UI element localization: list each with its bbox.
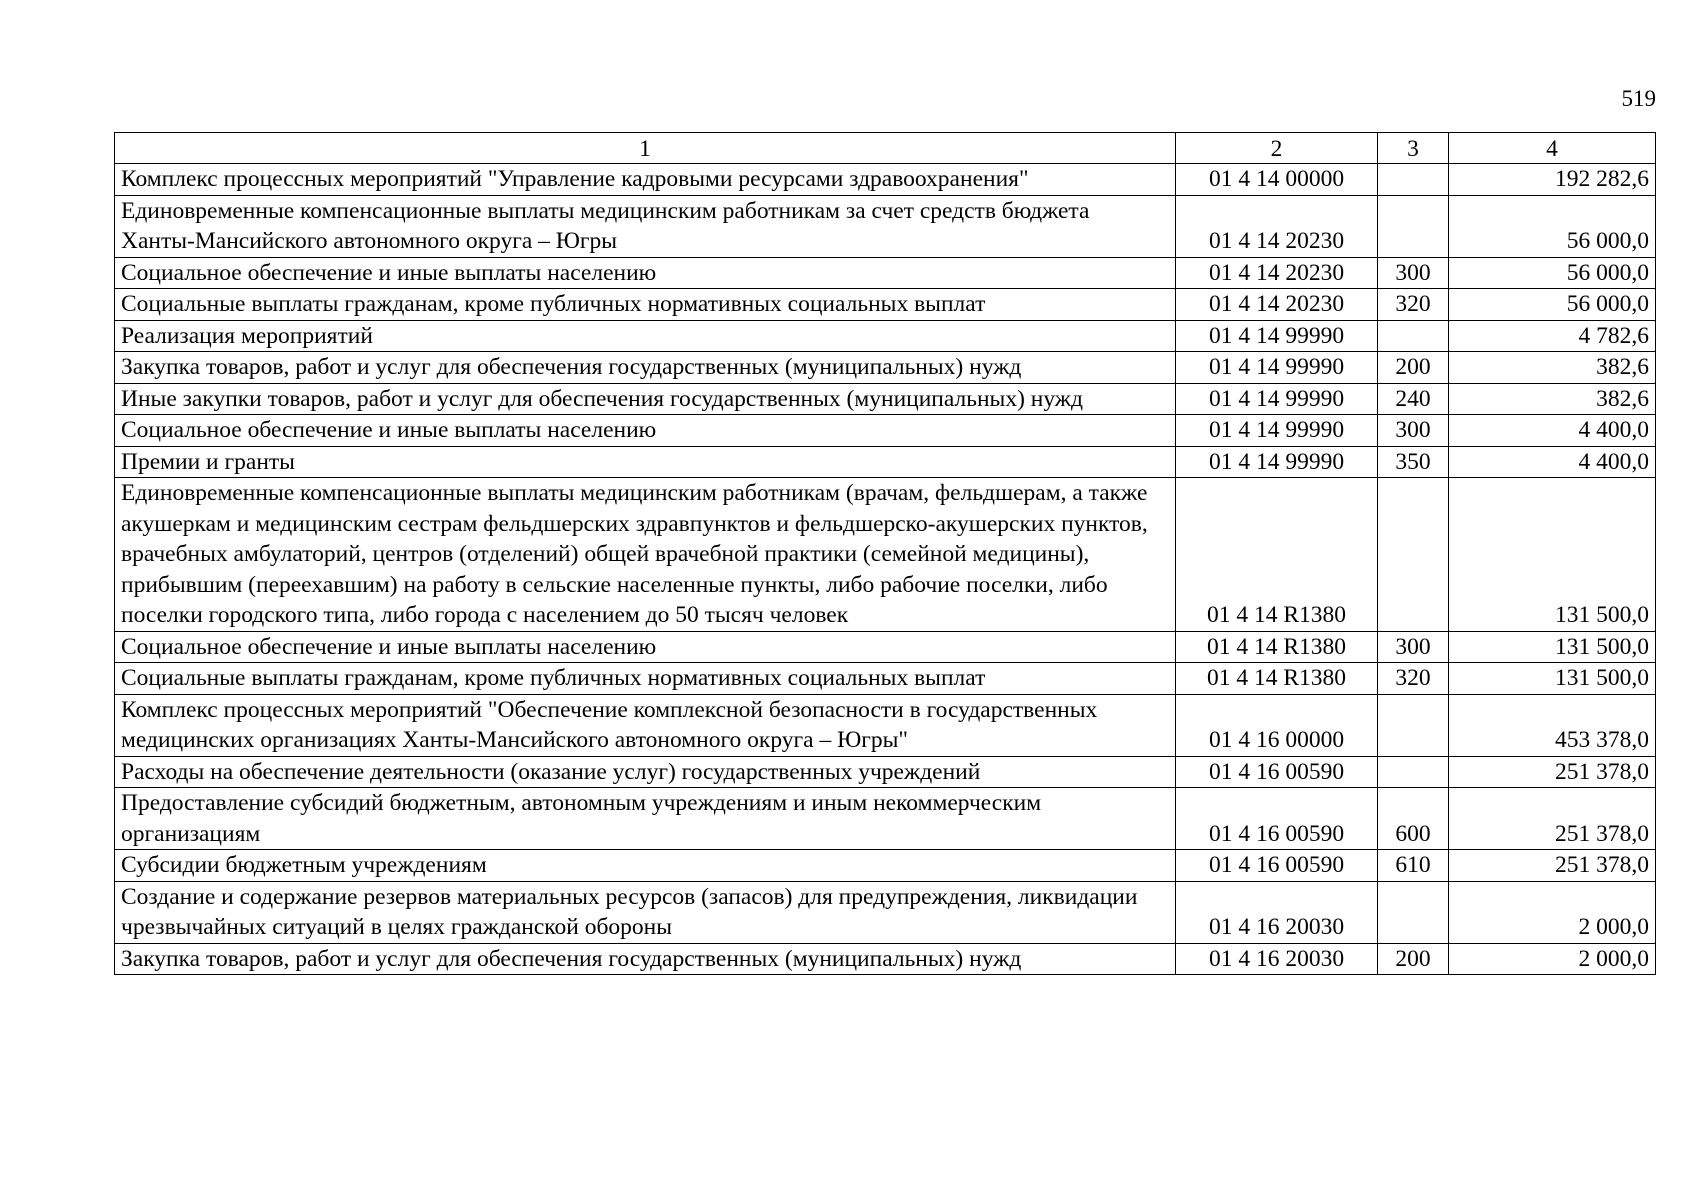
row-code-cell: 01 4 16 00590 [1176, 850, 1378, 882]
row-name-cell: Единовременные компенсационные выплаты медицинским работникам (врачам, фельдшерам, а также акушеркам и медицинским сестрам фельдшерских здравпунктов и фельдшерско-акушерских пунктов, врачебных амбулаторий, центров (отделений) общей врачебной практики (семейной медицины), прибывшим (переехавшим) на работу в сельские населенные пункты, либо рабочие поселки, либо поселки городского типа, либо города с населением до 50 тысяч человек [115, 478, 1176, 632]
table-row [115, 320, 1656, 352]
budget-table [114, 132, 1656, 975]
row-amount-cell: 2 000,0 [1449, 881, 1656, 943]
row-amount-cell: 382,6 [1449, 383, 1656, 415]
table-row [115, 478, 1656, 632]
row-amount-cell: 4 782,6 [1449, 320, 1656, 352]
row-type-cell [1378, 881, 1449, 943]
header-col-1: 1 [115, 133, 1176, 164]
row-amount-cell: 251 378,0 [1449, 788, 1656, 850]
row-amount-cell: 56 000,0 [1449, 195, 1656, 257]
row-type-cell: 320 [1378, 289, 1449, 321]
row-code-cell: 01 4 14 99990 [1176, 383, 1378, 415]
row-type-cell: 200 [1378, 352, 1449, 384]
table-row [115, 694, 1656, 756]
row-amount-cell: 251 378,0 [1449, 850, 1656, 882]
row-code-cell: 01 4 16 20030 [1176, 881, 1378, 943]
row-name-cell: Премии и гранты [115, 446, 1176, 478]
row-code-cell: 01 4 14 99990 [1176, 320, 1378, 352]
row-amount-cell: 453 378,0 [1449, 694, 1656, 756]
table-row [115, 415, 1656, 447]
row-type-cell: 610 [1378, 850, 1449, 882]
table-row [115, 383, 1656, 415]
table-row [115, 446, 1656, 478]
row-type-cell: 600 [1378, 788, 1449, 850]
row-code-cell: 01 4 14 99990 [1176, 352, 1378, 384]
row-code-cell: 01 4 16 00000 [1176, 694, 1378, 756]
row-amount-cell: 131 500,0 [1449, 478, 1656, 632]
table-row [115, 756, 1656, 788]
table-row [115, 788, 1656, 850]
table-row [115, 631, 1656, 663]
row-name-cell: Социальное обеспечение и иные выплаты населению [115, 257, 1176, 289]
row-type-cell: 300 [1378, 415, 1449, 447]
row-code-cell: 01 4 14 20230 [1176, 257, 1378, 289]
table-row [115, 943, 1656, 975]
row-name-cell: Создание и содержание резервов материальных ресурсов (запасов) для предупреждения, ликвидации чрезвычайных ситуаций в целях гражданской обороны [115, 881, 1176, 943]
row-name-cell: Социальные выплаты гражданам, кроме публичных нормативных социальных выплат [115, 663, 1176, 695]
table-row [115, 850, 1656, 882]
row-name-cell: Предоставление субсидий бюджетным, автономным учреждениям и иным некоммерческим организациям [115, 788, 1176, 850]
row-code-cell: 01 4 14 99990 [1176, 446, 1378, 478]
row-code-cell: 01 4 14 20230 [1176, 195, 1378, 257]
row-name-cell: Закупка товаров, работ и услуг для обеспечения государственных (муниципальных) нужд [115, 352, 1176, 384]
row-name-cell: Социальное обеспечение и иные выплаты населению [115, 631, 1176, 663]
row-code-cell: 01 4 14 00000 [1176, 164, 1378, 196]
row-code-cell: 01 4 14 R1380 [1176, 478, 1378, 632]
row-amount-cell: 131 500,0 [1449, 631, 1656, 663]
header-row [115, 133, 1656, 164]
row-code-cell: 01 4 16 00590 [1176, 756, 1378, 788]
row-amount-cell: 4 400,0 [1449, 446, 1656, 478]
row-type-cell [1378, 694, 1449, 756]
row-type-cell: 200 [1378, 943, 1449, 975]
row-name-cell: Субсидии бюджетным учреждениям [115, 850, 1176, 882]
row-type-cell: 300 [1378, 257, 1449, 289]
row-amount-cell: 251 378,0 [1449, 756, 1656, 788]
row-amount-cell: 56 000,0 [1449, 257, 1656, 289]
row-code-cell: 01 4 16 20030 [1176, 943, 1378, 975]
row-type-cell: 320 [1378, 663, 1449, 695]
table-body [115, 164, 1656, 975]
row-type-cell [1378, 195, 1449, 257]
row-name-cell: Единовременные компенсационные выплаты медицинским работникам за счет средств бюджета Ханты-Мансийского автономного округа – Югры [115, 195, 1176, 257]
row-name-cell: Реализация мероприятий [115, 320, 1176, 352]
row-name-cell: Иные закупки товаров, работ и услуг для обеспечения государственных (муниципальных) нужд [115, 383, 1176, 415]
row-name-cell: Социальное обеспечение и иные выплаты населению [115, 415, 1176, 447]
page-number: 519 [1621, 86, 1656, 111]
row-code-cell: 01 4 14 R1380 [1176, 663, 1378, 695]
row-amount-cell: 131 500,0 [1449, 663, 1656, 695]
row-name-cell: Комплекс процессных мероприятий "Управление кадровыми ресурсами здравоохранения" [115, 164, 1176, 196]
row-name-cell: Расходы на обеспечение деятельности (оказание услуг) государственных учреждений [115, 756, 1176, 788]
header-col-3: 3 [1378, 133, 1449, 164]
row-name-cell: Закупка товаров, работ и услуг для обеспечения государственных (муниципальных) нужд [115, 943, 1176, 975]
row-code-cell: 01 4 14 R1380 [1176, 631, 1378, 663]
table-row [115, 289, 1656, 321]
table-row [115, 195, 1656, 257]
row-type-cell [1378, 164, 1449, 196]
row-amount-cell: 56 000,0 [1449, 289, 1656, 321]
table-row [115, 352, 1656, 384]
row-code-cell: 01 4 16 00590 [1176, 788, 1378, 850]
table-row [115, 257, 1656, 289]
header-col-2: 2 [1176, 133, 1378, 164]
row-type-cell: 240 [1378, 383, 1449, 415]
row-code-cell: 01 4 14 20230 [1176, 289, 1378, 321]
row-name-cell: Социальные выплаты гражданам, кроме публичных нормативных социальных выплат [115, 289, 1176, 321]
table-header [115, 133, 1656, 164]
table-row [115, 881, 1656, 943]
row-code-cell: 01 4 14 99990 [1176, 415, 1378, 447]
row-amount-cell: 2 000,0 [1449, 943, 1656, 975]
row-name-cell: Комплекс процессных мероприятий "Обеспечение комплексной безопасности в государственных медицинских организациях Ханты-Мансийского автономного округа – Югры" [115, 694, 1176, 756]
table-row [115, 164, 1656, 196]
row-type-cell [1378, 320, 1449, 352]
row-amount-cell: 4 400,0 [1449, 415, 1656, 447]
table-row [115, 663, 1656, 695]
row-type-cell: 300 [1378, 631, 1449, 663]
header-col-4: 4 [1449, 133, 1656, 164]
row-type-cell [1378, 756, 1449, 788]
row-amount-cell: 382,6 [1449, 352, 1656, 384]
row-type-cell [1378, 478, 1449, 632]
row-type-cell: 350 [1378, 446, 1449, 478]
row-amount-cell: 192 282,6 [1449, 164, 1656, 196]
